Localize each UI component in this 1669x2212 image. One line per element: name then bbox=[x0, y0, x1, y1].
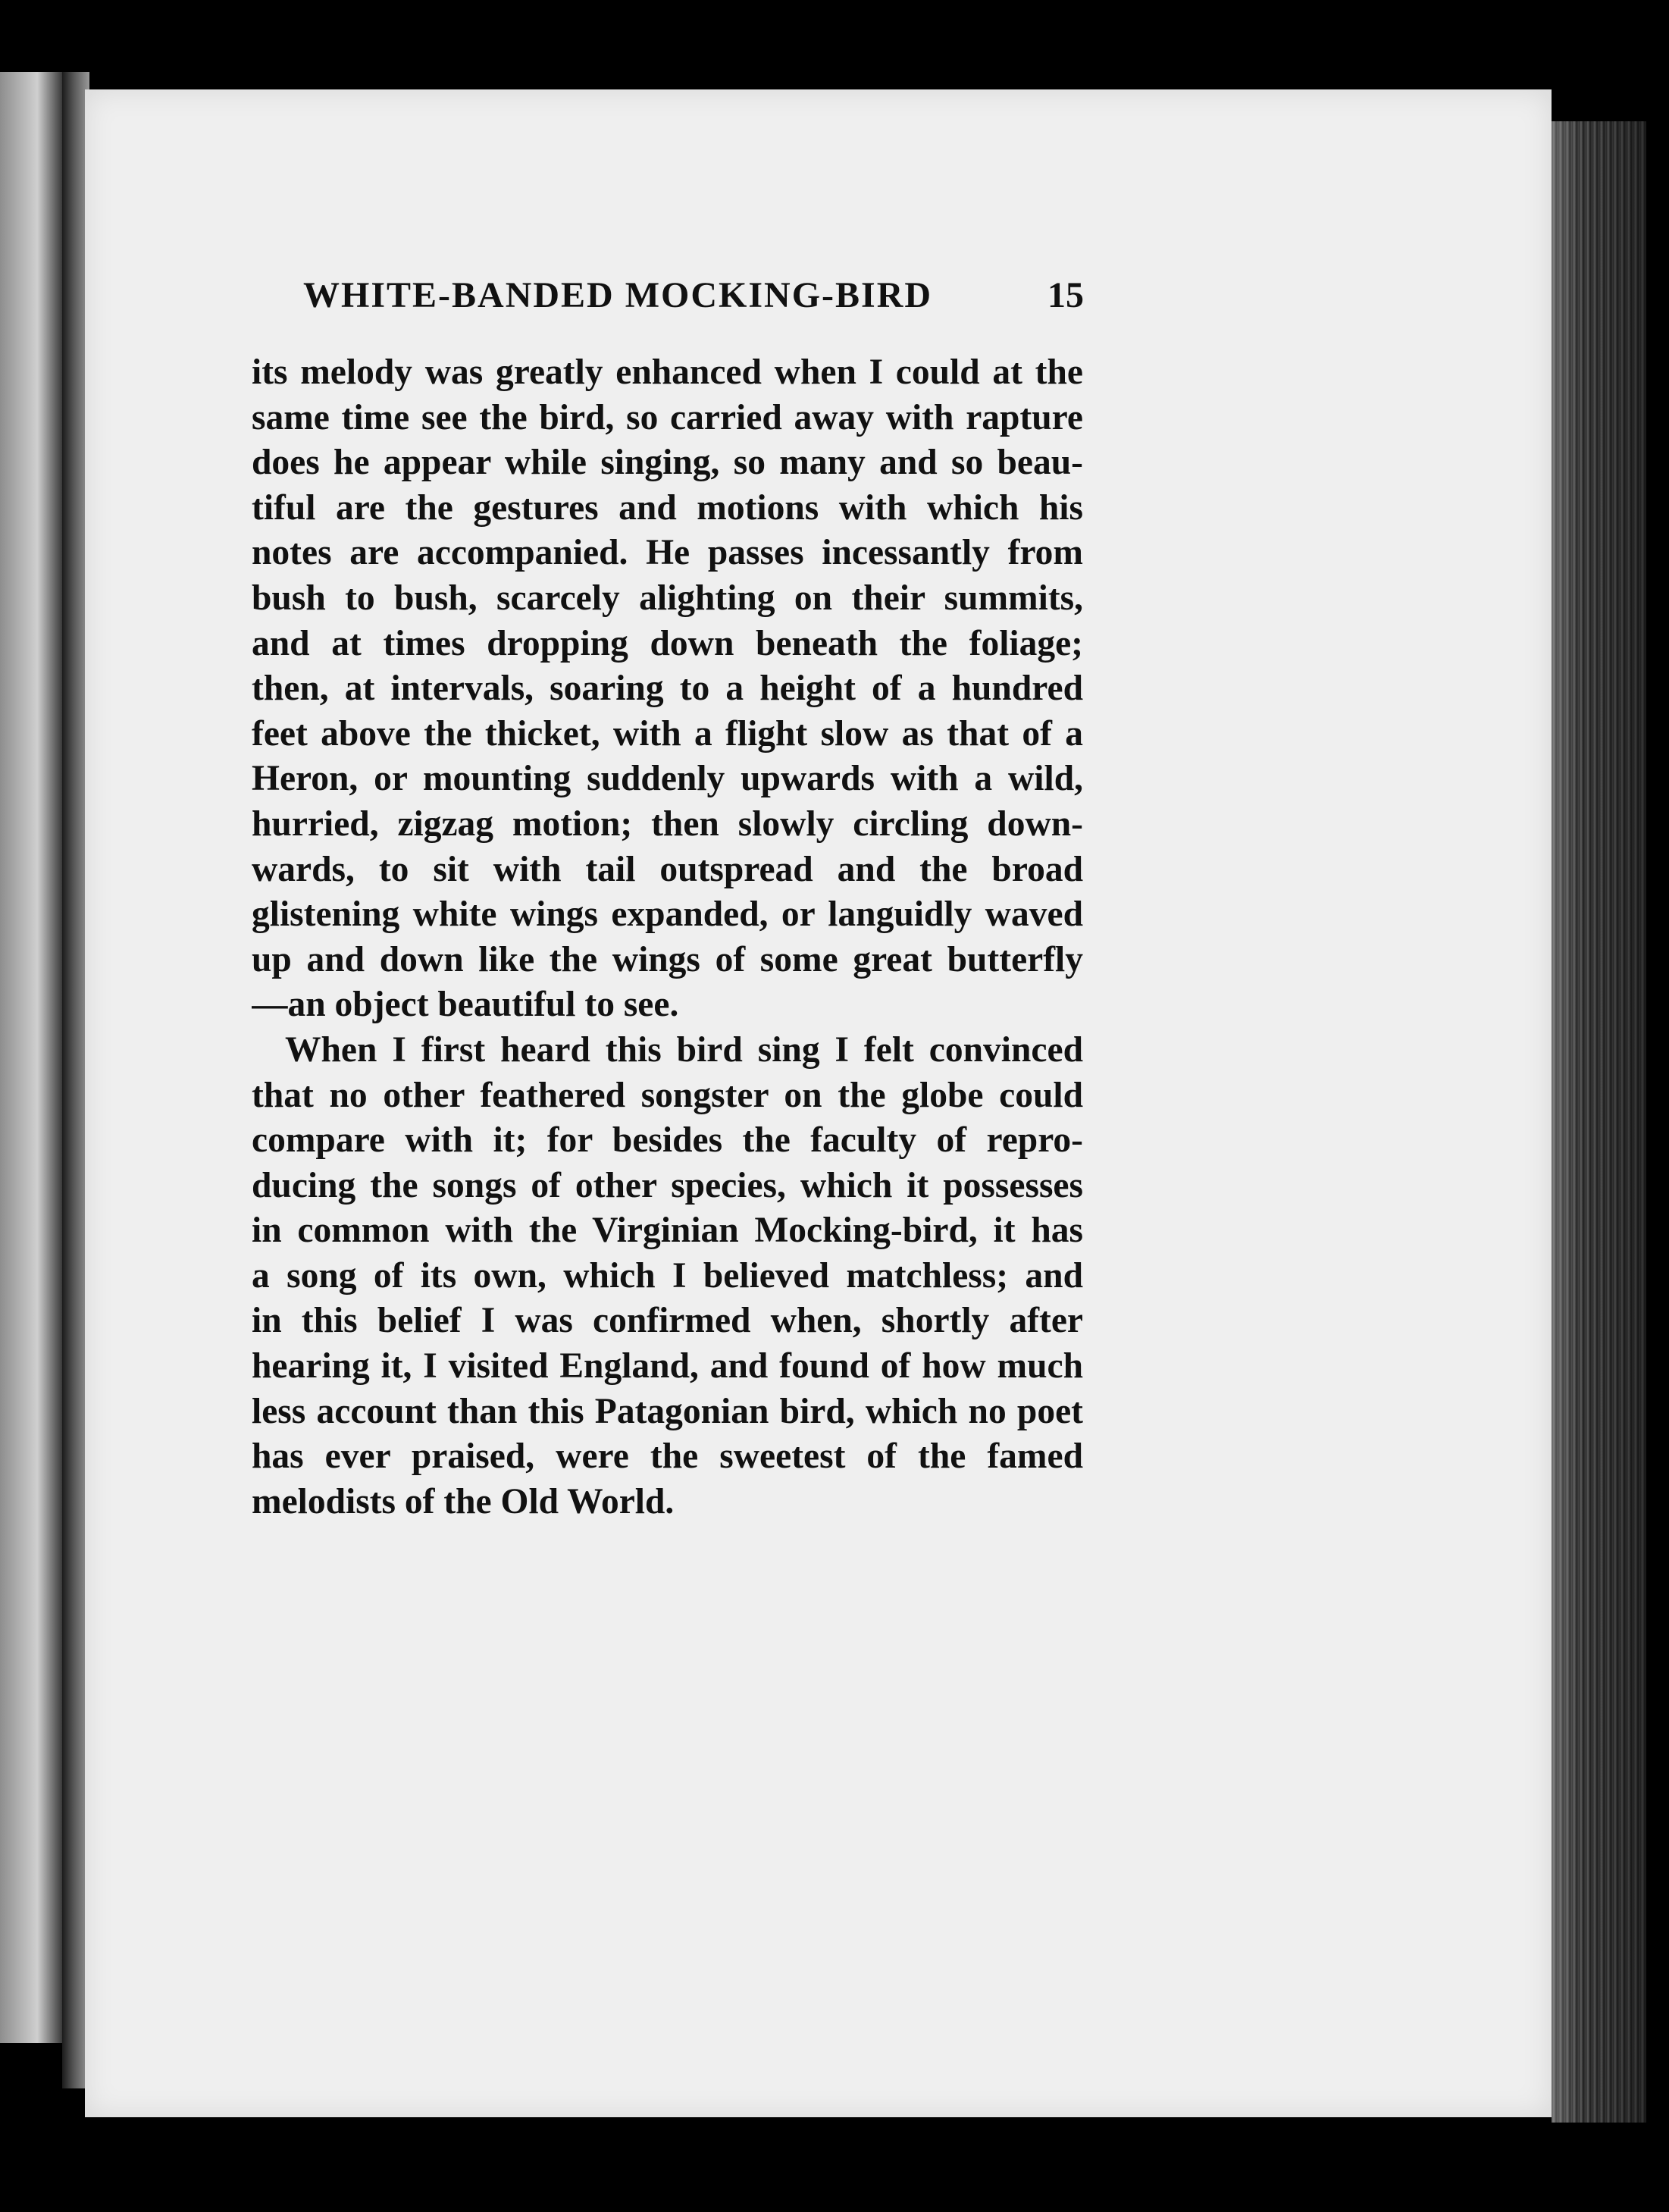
text-line: that no other feathered songster on the globe could bbox=[252, 1075, 1083, 1115]
text-line: —an object beautiful to see. bbox=[252, 985, 679, 1025]
text-line: then, at intervals, soaring to a height of a hundred bbox=[252, 669, 1083, 709]
text-line: tiful are the gestures and motions with which his bbox=[252, 487, 1083, 528]
text-line: does he appear while singing, so many and so beau- bbox=[252, 443, 1083, 483]
page-stack-shading bbox=[1552, 121, 1646, 2123]
text-line: hearing it, I visited England, and found of how much bbox=[252, 1346, 1083, 1386]
text-line: melodists of the Old World. bbox=[252, 1481, 675, 1521]
text-line: compare with it; for besides the faculty of repro- bbox=[252, 1120, 1083, 1161]
page-number: 15 bbox=[1047, 275, 1084, 315]
body-text bbox=[252, 350, 1083, 1524]
paragraph bbox=[252, 350, 1083, 1028]
text-line: wards, to sit with tail outspread and the broad bbox=[252, 849, 1083, 889]
text-line: and at times dropping down beneath the foliage; bbox=[252, 623, 1083, 663]
text-line: Heron, or mounting suddenly upwards with a wild, bbox=[252, 759, 1083, 799]
text-line: ducing the songs of other species, which it possesses bbox=[252, 1165, 1083, 1205]
text-line: glistening white wings expanded, or languidly waved bbox=[252, 895, 1083, 935]
text-line: in this belief I was confirmed when, shortly after bbox=[252, 1301, 1083, 1341]
text-line: When I first heard this bird sing I felt convinced bbox=[285, 1029, 1083, 1070]
text-line: less account than this Patagonian bird, which no poet bbox=[252, 1391, 1083, 1431]
text-line: up and down like the wings of some great butterfly bbox=[252, 939, 1083, 979]
text-line: bush to bush, scarcely alighting on their summits, bbox=[252, 578, 1083, 618]
text-line: has ever praised, were the sweetest of the famed bbox=[252, 1437, 1083, 1477]
facing-page-edge bbox=[0, 72, 62, 2043]
text-line: notes are accompanied. He passes incessantly from bbox=[252, 533, 1083, 573]
paragraph bbox=[252, 1028, 1083, 1525]
text-line: hurried, zigzag motion; then slowly circling down- bbox=[252, 804, 1083, 844]
text-line: a song of its own, which I believed matchless; and bbox=[252, 1255, 1083, 1296]
text-line: its melody was greatly enhanced when I could at the bbox=[252, 352, 1083, 392]
text-line: in common with the Virginian Mocking-bird, it has bbox=[252, 1211, 1083, 1251]
page-header bbox=[303, 274, 1084, 327]
text-line: feet above the thicket, with a flight slow as that of a bbox=[252, 713, 1083, 754]
text-line: same time see the bird, so carried away with rapture bbox=[252, 397, 1083, 437]
running-head: WHITE-BANDED MOCKING-BIRD bbox=[303, 275, 933, 315]
